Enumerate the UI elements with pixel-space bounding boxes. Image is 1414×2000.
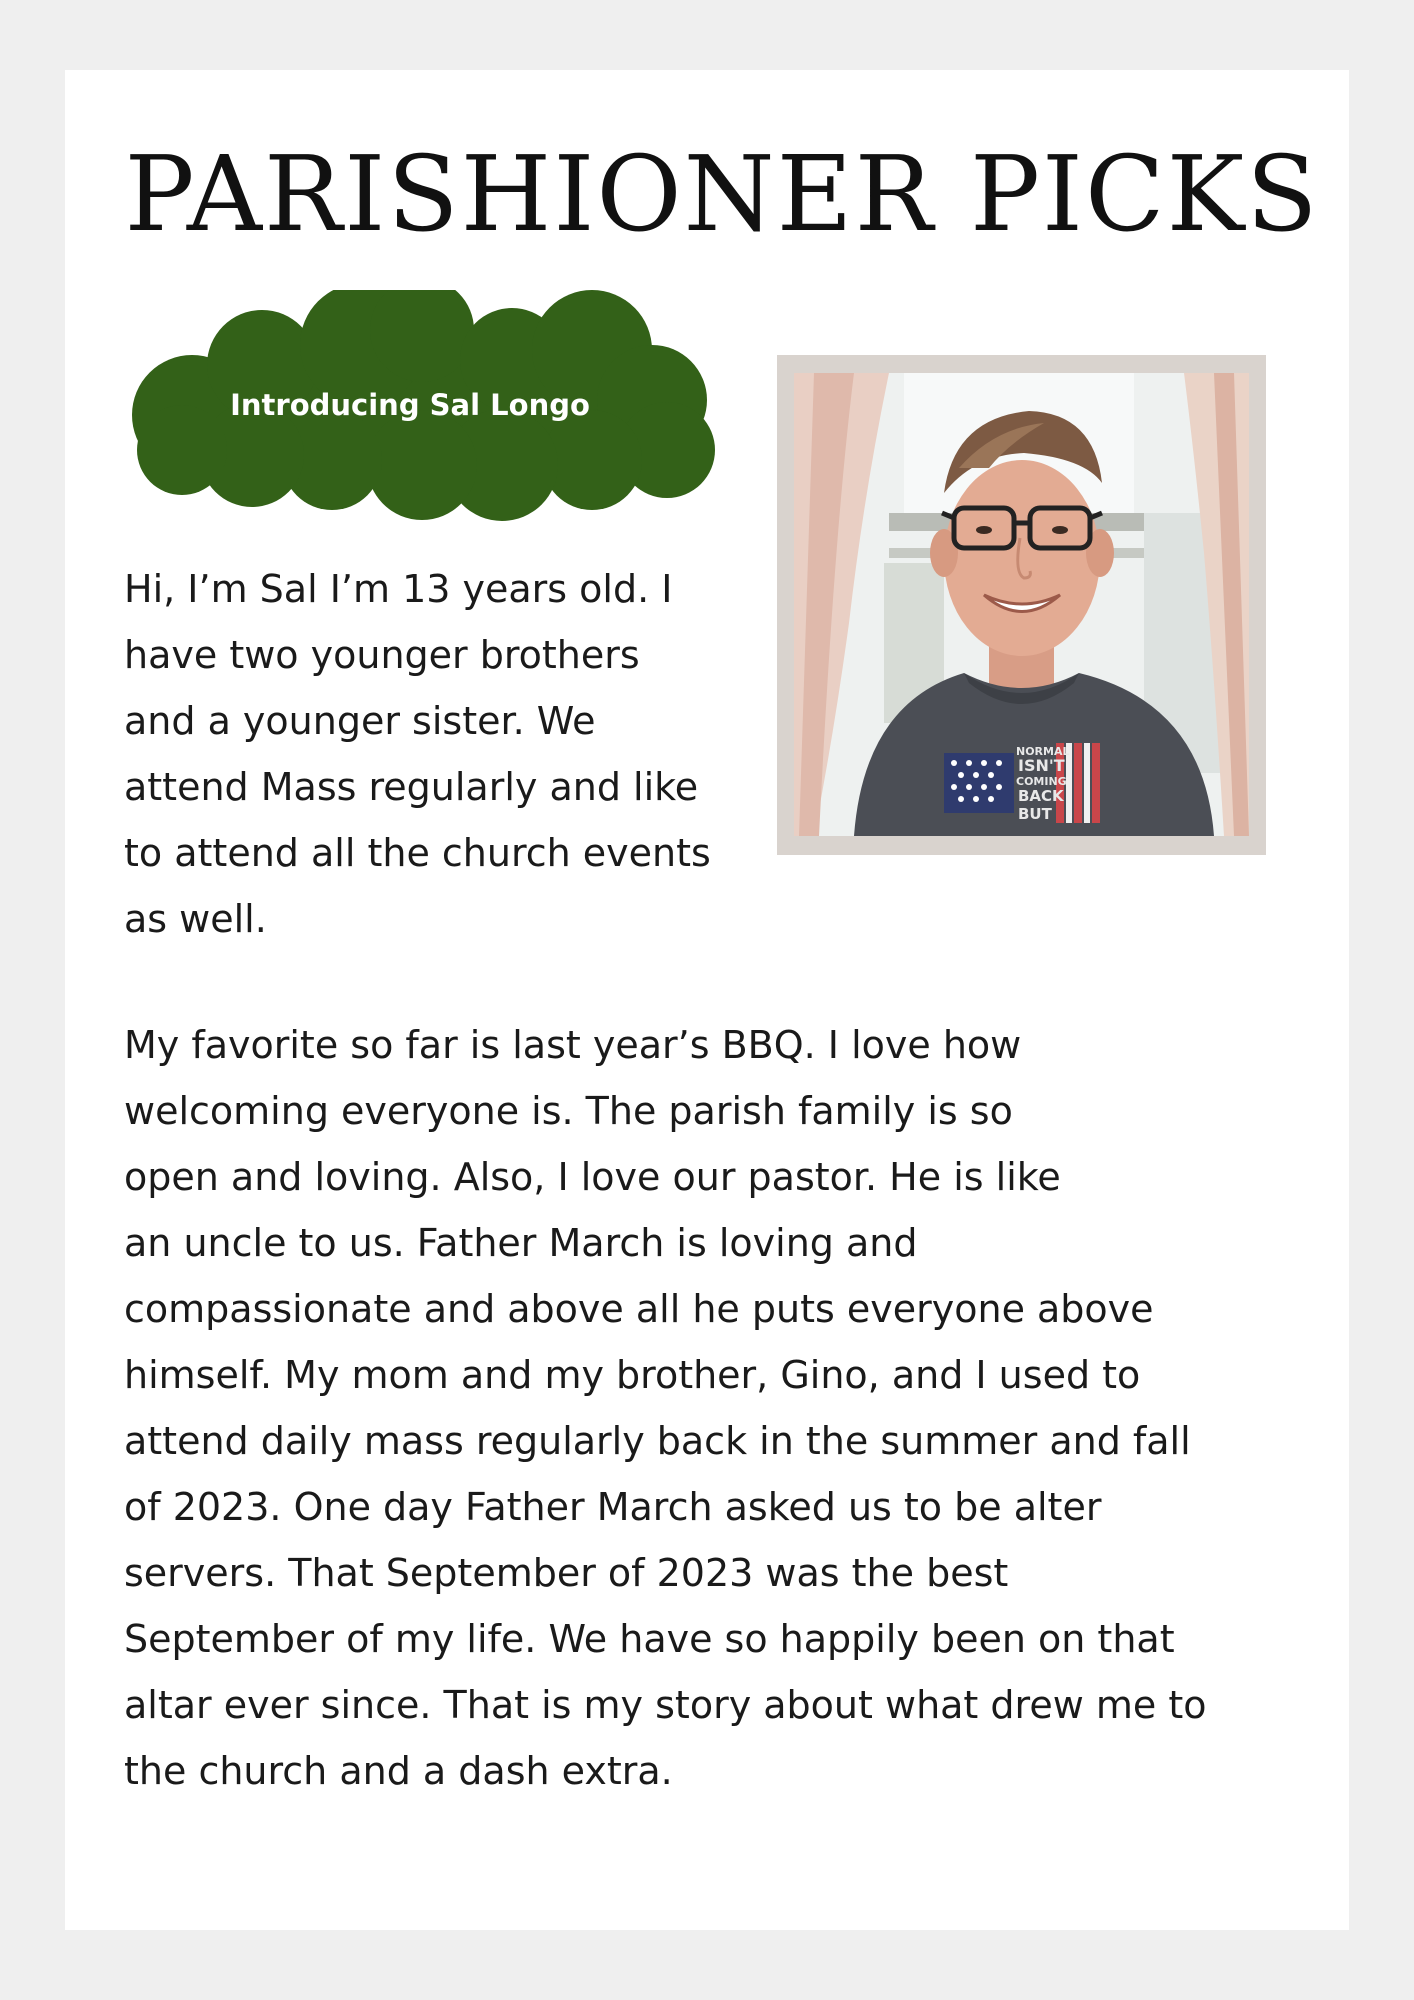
intro-line: and a younger sister. We xyxy=(124,699,596,743)
story-line: servers. That September of 2023 was the best xyxy=(124,1551,1009,1595)
intro-paragraph xyxy=(124,556,764,952)
story-line: September of my life. We have so happily been on that xyxy=(124,1617,1175,1661)
badge-label: Introducing Sal Longo xyxy=(230,388,590,422)
shirt-text-line-4: BACK xyxy=(1018,787,1064,805)
story-line: the church and a dash extra. xyxy=(124,1749,673,1793)
story-line: compassionate and above all he puts everyone above xyxy=(124,1287,1154,1331)
story-line: altar ever since. That is my story about what drew me to xyxy=(124,1683,1207,1727)
intro-badge xyxy=(122,290,726,526)
portrait-photo xyxy=(794,373,1249,836)
intro-line: Hi, I’m Sal I’m 13 years old. I xyxy=(124,567,673,611)
shirt-text-line-3: COMING xyxy=(1016,775,1067,788)
shirt-text-line-5: BUT xyxy=(1018,805,1052,823)
intro-line: have two younger brothers xyxy=(124,633,640,677)
intro-line: to attend all the church events xyxy=(124,831,711,875)
story-paragraph xyxy=(124,1012,1284,1804)
story-line: My favorite so far is last year’s BBQ. I love how xyxy=(124,1023,1022,1067)
shirt-text-line-1: NORMAL xyxy=(1016,745,1070,758)
intro-line: attend Mass regularly and like xyxy=(124,765,699,809)
story-line: open and loving. Also, I love our pastor. He is like xyxy=(124,1155,1061,1199)
portrait-illustration xyxy=(794,373,1249,836)
story-line: of 2023. One day Father March asked us to be alter xyxy=(124,1485,1102,1529)
page-title: PARISHIONER PICKS xyxy=(124,133,1320,255)
shirt-text-line-2: ISN'T xyxy=(1018,756,1065,775)
story-line: welcoming everyone is. The parish family is so xyxy=(124,1089,1013,1133)
photo-frame xyxy=(777,355,1266,855)
story-line: himself. My mom and my brother, Gino, and I used to xyxy=(124,1353,1141,1397)
intro-line: as well. xyxy=(124,897,267,941)
story-line: attend daily mass regularly back in the summer and fall xyxy=(124,1419,1191,1463)
story-line: an uncle to us. Father March is loving and xyxy=(124,1221,918,1265)
